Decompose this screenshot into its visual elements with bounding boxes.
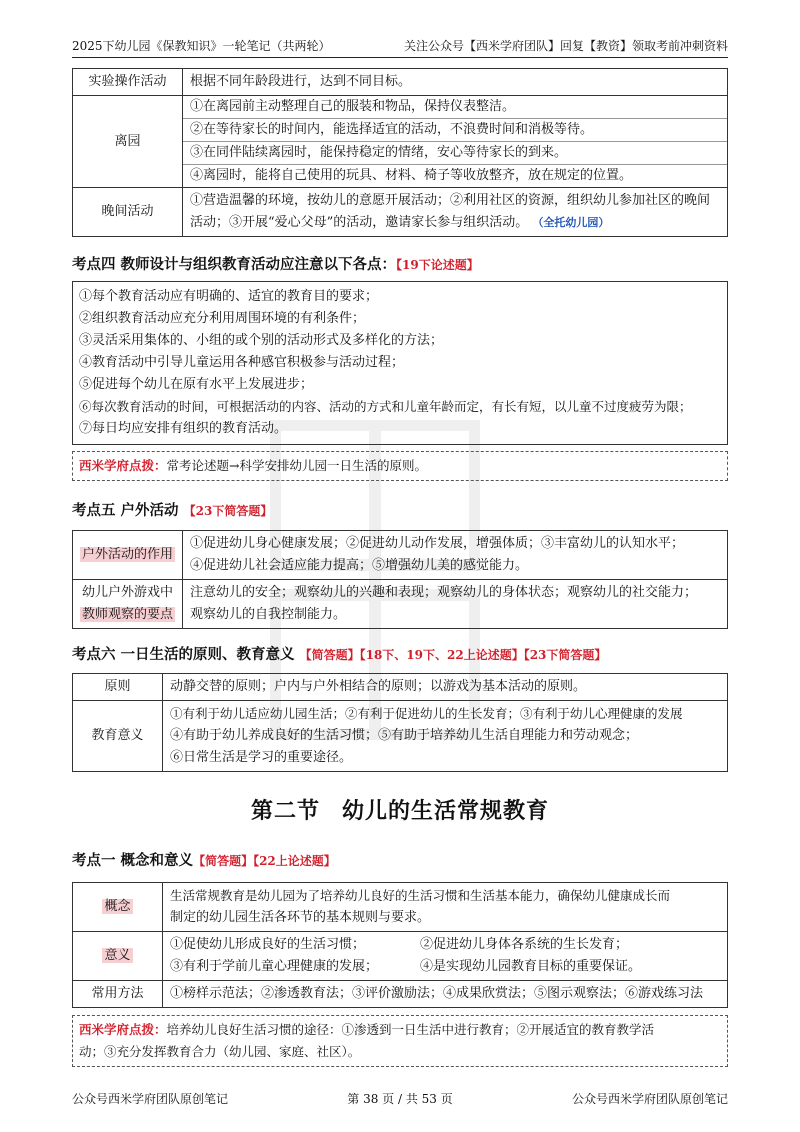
page-content	[72, 68, 728, 1067]
line: ④有助于幼儿养成良好的生活习惯；⑤有助于培养幼儿生活自理能力和劳动观念；	[170, 728, 639, 743]
highlight-label: 户外活动的作用	[82, 547, 174, 562]
topic4-tag: 【19下论述题】	[396, 258, 479, 272]
row-content: ①榜样示范法；②渗透教育法；③评价激励法；④成果欣赏法；⑤图示观察法；⑥游戏练习法	[163, 981, 728, 1008]
highlight-label: 意义	[104, 948, 131, 963]
highlight-label: 教师观察的要点	[82, 607, 174, 622]
sec-topic1-heading	[72, 849, 728, 870]
row-label: 晚间活动	[73, 188, 183, 237]
line: ①有利于幼儿适应幼儿园生活；②有利于促进幼儿的生长发育；③有利于幼儿心理健康的发展	[170, 706, 683, 721]
sec-topic1-tags: 【简答题】【22上论述题】	[193, 854, 336, 868]
line: ⑥日常生活是学习的重要途径。	[170, 750, 353, 765]
tip-label: 西米学府点拨：	[79, 1022, 167, 1037]
row-content	[163, 932, 728, 981]
topic4-title: 考点四 教师设计与组织教育活动应注意以下各点：	[72, 257, 397, 273]
row-label: 实验操作活动	[73, 69, 183, 96]
topic6-heading	[72, 643, 728, 664]
row-label	[73, 883, 163, 932]
label-line: 幼儿户外游戏中	[82, 585, 174, 600]
line: ④促进幼儿社会适应能力提高；⑤增强幼儿美的感觉能力。	[190, 558, 529, 573]
table-row	[73, 188, 728, 237]
list-item: ①在离园前主动整理自己的服装和物品，保持仪表整洁。	[183, 96, 727, 119]
row-content: 动静交替的原则；户内与户外相结合的原则；以游戏为基本活动的原则。	[163, 674, 728, 701]
tip-text: 培养幼儿良好生活习惯的途径：①渗透到一日生活中进行教育；②开展适宜的教育教学活	[166, 1022, 655, 1037]
list-item: ③灵活采用集体的、小组的或个别的活动形式及多样化的方法；	[79, 333, 444, 348]
line	[170, 956, 720, 978]
table-row	[73, 531, 728, 580]
list-item: ②在等待家长的时间内，能选择适宜的活动，不浪费时间和消极等待。	[183, 119, 727, 142]
table-row	[73, 580, 728, 629]
row-content	[163, 883, 728, 932]
topic5-tag: 【23下简答题】	[183, 504, 273, 518]
section-number: 第二节	[250, 799, 320, 824]
header-right: 关注公众号【西米学府团队】回复【教资】领取考前冲刺资料	[403, 39, 728, 53]
topic5-title: 考点五 户外活动	[72, 503, 179, 519]
outdoor-table	[72, 530, 728, 629]
table-row	[73, 981, 728, 1008]
topic4-heading	[72, 253, 728, 274]
table-row	[73, 96, 728, 188]
table-row	[73, 883, 728, 932]
table-row	[73, 932, 728, 981]
table-row	[73, 674, 728, 701]
row-label: 离园	[73, 96, 183, 188]
list-item: ⑦每日均应安排有组织的教育活动。	[79, 421, 288, 436]
meaning-item: ④是实现幼儿园教育目标的重要保证。	[420, 959, 642, 974]
topic4-tip	[72, 451, 728, 481]
row-label: 常用方法	[73, 981, 163, 1008]
line	[170, 934, 720, 956]
meaning-item: ③有利于学前儿童心理健康的发展；	[170, 959, 379, 974]
table-row	[73, 701, 728, 772]
list-item: ⑥每次教育活动的时间，可根据活动的内容、活动的方式和儿童年龄而定，有长有短，以儿童不过度疲劳为限；	[79, 399, 692, 414]
row-label	[73, 531, 183, 580]
row-content	[183, 188, 728, 237]
label-line	[80, 604, 175, 626]
row-content: 根据不同年龄段进行，达到不同目标。	[183, 69, 728, 96]
header-left: 2025下幼儿园《保教知识》一轮笔记（共两轮）	[72, 39, 331, 53]
line: ①促进幼儿身心健康发展；②促进幼儿动作发展，增强体质；③丰富幼儿的认知水平；	[190, 536, 685, 551]
list-item: ②组织教育活动应充分利用周围环境的有利条件；	[79, 311, 366, 326]
table-row	[73, 69, 728, 96]
footer-right: 公众号西米学府团队原创笔记	[571, 1092, 728, 1106]
line: 制定的幼儿园生活各环节的基本规则与要求。	[170, 910, 431, 925]
page-number: 第 38 页 / 共 53 页	[347, 1092, 453, 1106]
list-item: ④离园时，能将自己使用的玩具、材料、椅子等收放整齐，放在规定的位置。	[190, 168, 633, 183]
tip-line: 动；③充分发挥教育合力（幼儿园、家庭、社区）。	[79, 1044, 361, 1059]
row-content	[183, 531, 728, 580]
daily-life-table	[72, 673, 728, 772]
list-item: ⑤促进每个幼儿在原有水平上发展进步；	[79, 377, 314, 392]
section-title	[72, 794, 728, 825]
row-content	[183, 96, 728, 188]
routine-table	[72, 882, 728, 1008]
list-item: ①每个教育活动应有明确的、适宜的教育目的要求；	[79, 289, 379, 304]
row-label	[73, 580, 183, 629]
evening-note: （全托幼儿园）	[532, 216, 610, 229]
row-content	[163, 701, 728, 772]
highlight-label: 概念	[104, 899, 131, 914]
meaning-item: ①促使幼儿形成良好的生活习惯；	[170, 937, 366, 952]
topic5-heading	[72, 499, 728, 520]
line: 注意幼儿的安全；观察幼儿的兴趣和表现；观察幼儿的身体状态；观察幼儿的社交能力；	[190, 585, 698, 600]
list-item: ④教育活动中引导儿童运用各种感官积极参与活动过程；	[79, 355, 405, 370]
line: 生活常规教育是幼儿园为了培养幼儿良好的生活习惯和生活基本能力，确保幼儿健康成长而	[170, 888, 671, 903]
row-label	[73, 932, 163, 981]
page-header	[72, 38, 728, 58]
row-content	[183, 580, 728, 629]
footer-left: 公众号西米学府团队原创笔记	[72, 1092, 229, 1106]
topic4-list	[72, 281, 728, 445]
sec-topic1-tip	[72, 1015, 728, 1067]
tip-line	[79, 1019, 721, 1041]
tip-label: 西米学府点拨：	[79, 458, 167, 473]
topic6-title: 考点六 一日生活的原则、教育意义	[72, 647, 295, 663]
row-label: 教育意义	[73, 701, 163, 772]
list-item: ③在同伴陆续离园时，能保持稳定的情绪，安心等待家长的到来。	[183, 142, 727, 165]
section-name: 幼儿的生活常规教育	[342, 799, 550, 824]
page-footer	[72, 1090, 728, 1107]
meaning-item: ②促进幼儿身体各系统的生长发育；	[420, 937, 629, 952]
row-label: 原则	[73, 674, 163, 701]
line: 观察幼儿的自我控制能力。	[190, 607, 347, 622]
topic6-tags: 【简答题】【18下、19下、22上论述题】【23下简答题】	[299, 648, 607, 662]
sec-topic1-title: 考点一 概念和意义	[72, 853, 194, 869]
daily-activity-table	[72, 68, 728, 237]
tip-text: 常考论述题→科学安排幼儿园一日生活的原则。	[166, 458, 427, 473]
evening-text: ①营造温馨的环境，按幼儿的意愿开展活动；②利用社区的资源，组织幼儿参加社区的晚间活动；③开展“爱心父母”的活动，邀请家长参与组织活动。	[190, 193, 711, 230]
